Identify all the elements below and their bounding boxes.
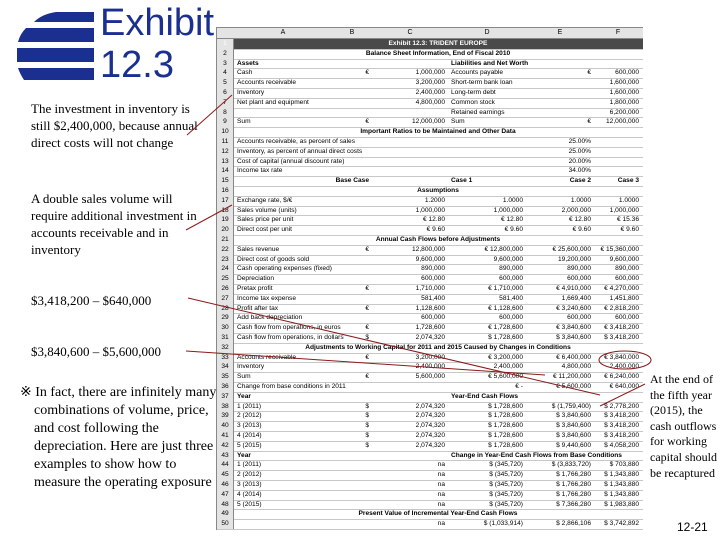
table-cell: Accounts payable: [451, 69, 504, 77]
table-cell: Direct cost of goods sold: [237, 255, 310, 263]
table-cell: € 6,400,000: [556, 353, 591, 361]
table-cell: Income tax expense: [237, 294, 297, 302]
table-cell: € 1,728,600: [488, 324, 523, 332]
table-cell: Sum: [237, 373, 251, 381]
table-cell: Year-End Cash Flows: [451, 392, 519, 400]
table-cell: 2,400,000: [415, 89, 445, 96]
table-cell: Cost of capital (annual discount rate): [237, 157, 345, 165]
table-cell: na: [437, 520, 445, 528]
table-cell: €: [587, 69, 591, 77]
table-cell: 1,000,000: [415, 206, 445, 214]
table-cell: 3 (2013): [237, 422, 262, 430]
table-cell: 1,600,000: [609, 89, 639, 96]
note-double-sales: A double sales volume will require additional investment in accounts receivable and in inventory: [31, 191, 197, 257]
table-cell: € 3,240,600: [556, 304, 591, 312]
table-cell: $ (1,759,400): [551, 402, 591, 410]
table-cell: 1.0000: [618, 196, 639, 204]
row-number: 26: [217, 284, 234, 294]
row-number: 45: [217, 470, 234, 480]
table-cell: Change in Year-End Cash Flows from Base Conditions: [451, 451, 622, 459]
table-cell: $ 3,840,600: [556, 432, 591, 439]
table-cell: € -: [515, 383, 523, 390]
table-cell: Adjustments to Working Capital for 2011 and 2015 Caused by Changes in Conditions: [305, 343, 571, 351]
table-cell: $ (345,720): [489, 461, 523, 469]
table-cell: $ (345,720): [489, 500, 523, 508]
row-number: 3: [217, 59, 234, 69]
table-cell: 9,600,000: [609, 255, 639, 263]
row-number: 50: [217, 519, 234, 529]
table-cell: na: [437, 481, 445, 488]
table-cell: 4 (2014): [237, 490, 262, 498]
table-cell: 12,800,000: [411, 245, 445, 253]
table-cell: 1 (2011): [237, 461, 262, 469]
table-cell: Cash operating expenses (fixed): [237, 265, 332, 273]
table-cell: $ 3,840,600: [556, 422, 591, 430]
column-header-b: B: [349, 29, 355, 36]
table-cell: €: [365, 69, 369, 77]
table-cell: 19,200,000: [557, 255, 591, 263]
table-cell: 2 (2012): [237, 471, 262, 479]
table-cell: € 3,418,200: [604, 324, 639, 332]
table-cell: € 3,840,600: [556, 324, 591, 332]
table-cell: 2 (2012): [237, 412, 262, 420]
table-cell: Annual Cash Flows before Adjustments: [375, 236, 501, 243]
blue-stripes-logo: [16, 4, 98, 90]
row-number: 40: [217, 421, 234, 431]
table-cell: Assets: [237, 59, 259, 67]
table-cell: $ 3,418,200: [604, 432, 639, 439]
table-cell: Sales revenue: [237, 245, 280, 253]
table-cell: $ 9,440,600: [556, 441, 591, 449]
table-cell: 3 (2013): [237, 481, 262, 488]
table-cell: $ 1,728,600: [488, 412, 523, 420]
table-cell: € 9.60: [572, 226, 591, 234]
table-cell: $ 3,742,892: [604, 520, 639, 528]
table-cell: 6,200,000: [609, 108, 639, 116]
table-cell: €: [365, 118, 369, 126]
table-cell: 1,710,000: [415, 285, 445, 292]
table-cell: 1,000,000: [609, 206, 639, 214]
spreadsheet: [216, 27, 643, 530]
row-number: 15: [217, 176, 234, 186]
table-cell: Cash: [237, 69, 253, 77]
table-cell: $ (345,720): [489, 490, 523, 498]
table-cell: Net plant and equipment: [237, 98, 309, 106]
table-cell: 1,000,000: [415, 69, 445, 77]
table-cell: 5,600,000: [415, 373, 445, 381]
row-number: 28: [217, 304, 234, 314]
table-cell: 2,074,320: [415, 422, 445, 430]
table-cell: € 9.60: [426, 226, 445, 234]
row-number: 35: [217, 372, 234, 382]
table-cell: 5 (2015): [237, 441, 262, 449]
row-number: 33: [217, 353, 234, 363]
row-number: 34: [217, 362, 234, 372]
table-cell: Present Value of Incremental Year-End Cash Flows: [358, 510, 518, 518]
table-cell: $ 1,728,600: [488, 432, 523, 439]
table-cell: $ 703,880: [609, 461, 639, 469]
table-cell: € 12.80: [569, 216, 591, 224]
table-cell: Exchange rate, $/€: [237, 196, 293, 204]
table-cell: 2,074,320: [415, 432, 445, 439]
title-line-2: 12.3: [100, 44, 174, 86]
table-cell: 1.2000: [424, 196, 445, 204]
table-cell: Year: [237, 392, 251, 400]
table-cell: € 15.36: [617, 216, 639, 224]
table-cell: Cash flow from operations, in dollars: [237, 334, 344, 341]
table-cell: $ 1,728,600: [488, 422, 523, 430]
row-number: 46: [217, 480, 234, 490]
table-cell: 2,400,000: [609, 363, 639, 371]
table-cell: 1,451,800: [609, 294, 639, 302]
table-cell: 4,800,000: [561, 363, 591, 371]
row-number: 36: [217, 382, 234, 392]
table-cell: $ 3,418,200: [604, 334, 639, 341]
table-cell: Cash flow from operations, in euros: [237, 324, 341, 332]
table-cell: Case 3: [617, 177, 639, 185]
table-cell: $ 1,343,880: [604, 481, 639, 488]
table-cell: € 11,200,000: [552, 373, 591, 381]
table-cell: 600,000: [421, 314, 445, 322]
table-cell: € 25,600,000: [552, 245, 591, 253]
table-cell: $: [365, 334, 369, 341]
table-cell: $ 2,778,200: [604, 402, 639, 410]
table-cell: $ 1,766,280: [556, 471, 591, 479]
table-cell: Retained earnings: [451, 108, 505, 116]
table-cell: Sum: [237, 118, 251, 126]
table-cell: $ 4,058,200: [604, 441, 639, 449]
table-cell: €: [365, 353, 369, 361]
table-cell: $ 1,343,880: [604, 490, 639, 498]
table-cell: 1,669,400: [561, 294, 591, 302]
table-cell: Inventory: [237, 89, 265, 96]
row-number: 8: [217, 108, 234, 118]
table-cell: 2,074,320: [415, 412, 445, 420]
table-cell: 890,000: [567, 265, 591, 273]
table-cell: $ 3,418,200: [604, 412, 639, 420]
row-number: 22: [217, 245, 234, 255]
table-cell: €: [365, 304, 369, 312]
table-cell: 12,000,000: [605, 118, 639, 126]
row-number: 6: [217, 88, 234, 98]
row-number: 31: [217, 333, 234, 343]
row-number: 23: [217, 255, 234, 265]
table-cell: Accounts receivable, as percent of sales: [237, 138, 356, 145]
table-cell: € 12.80: [501, 216, 523, 224]
column-header-c: C: [407, 29, 413, 36]
row-number: 7: [217, 98, 234, 108]
table-cell: € 4,910,000: [556, 285, 591, 292]
table-cell: $: [365, 412, 369, 420]
row-number: 21: [217, 235, 234, 245]
table-cell: $ 1,728,600: [488, 441, 523, 449]
column-header-row: [217, 28, 643, 39]
row-number: 37: [217, 392, 234, 402]
table-cell: $: [365, 432, 369, 439]
table-cell: Add back depreciation: [237, 314, 303, 322]
table-cell: 1,000,000: [493, 206, 523, 214]
table-cell: $ 1,728,600: [488, 334, 523, 341]
row-number: 16: [217, 186, 234, 196]
table-cell: € 1,128,600: [488, 304, 523, 312]
table-cell: Liabilities and Net Worth: [451, 59, 529, 67]
table-cell: $ 1,766,280: [556, 490, 591, 498]
row-number: 47: [217, 490, 234, 500]
table-cell: Change from base conditions in 2011: [237, 383, 346, 390]
row-number: 39: [217, 411, 234, 421]
table-cell: Sum: [451, 118, 465, 126]
table-cell: Common stock: [451, 98, 495, 106]
table-cell: Case 2: [569, 177, 591, 185]
row-number: 17: [217, 196, 234, 206]
table-cell: $: [365, 422, 369, 430]
row-number: 44: [217, 460, 234, 470]
table-cell: Direct cost per unit: [237, 226, 292, 234]
table-cell: Base Case: [335, 177, 369, 185]
row-number: 41: [217, 431, 234, 441]
table-cell: 25.00%: [568, 138, 591, 145]
table-cell: Long-term debt: [451, 89, 496, 96]
table-cell: 1 (2011): [237, 402, 262, 410]
table-cell: 600,000: [615, 314, 639, 322]
row-number: 38: [217, 402, 234, 412]
table-cell: $ 2,866,106: [556, 520, 591, 528]
table-cell: 581,400: [499, 294, 523, 302]
table-cell: 9,600,000: [415, 255, 445, 263]
table-cell: 600,000: [499, 275, 523, 283]
row-number: 12: [217, 147, 234, 157]
table-row: [217, 519, 643, 530]
table-cell: na: [437, 471, 445, 479]
table-cell: 34.00%: [568, 167, 591, 175]
table-cell: Case 1: [451, 177, 473, 185]
table-cell: 600,000: [421, 275, 445, 283]
table-cell: €: [365, 324, 369, 332]
row-number: 30: [217, 323, 234, 333]
table-cell: 600,000: [615, 275, 639, 283]
table-cell: $ 7,366,280: [556, 500, 591, 508]
column-header-a: A: [280, 29, 286, 36]
table-cell: Sales price per unit: [237, 216, 294, 224]
table-cell: $ (3,833,720): [551, 461, 591, 469]
table-cell: 20.00%: [568, 157, 591, 165]
table-cell: Assumptions: [417, 187, 459, 194]
row-number: 20: [217, 225, 234, 235]
table-cell: €: [587, 118, 591, 126]
table-cell: $ 3,418,200: [604, 422, 639, 430]
table-cell: 1,128,600: [415, 304, 445, 312]
table-cell: 600,000: [567, 314, 591, 322]
note-change-case3: $3,418,200 – $640,000: [31, 293, 152, 308]
table-cell: Accounts receivable: [237, 79, 297, 87]
table-cell: € 9.60: [504, 226, 523, 234]
row-number: 2: [217, 49, 234, 59]
table-cell: $ (1,033,914): [483, 520, 523, 528]
table-cell: 600,000: [615, 69, 639, 77]
table-cell: Profit after tax: [237, 304, 279, 312]
table-cell: 2,074,320: [415, 441, 445, 449]
row-number: 27: [217, 294, 234, 304]
table-cell: $: [365, 441, 369, 449]
row-number: 24: [217, 264, 234, 274]
page-number: 12-21: [677, 520, 708, 534]
table-cell: Balance Sheet Information, End of Fiscal 2010: [365, 49, 511, 57]
row-number: 18: [217, 206, 234, 216]
note-recapture: At the end of the fifth year (2015), the cash outflows for working capital should be recaptured: [650, 372, 717, 480]
table-cell: 2,400,000: [493, 363, 523, 371]
table-cell: 890,000: [499, 265, 523, 273]
table-cell: na: [437, 490, 445, 498]
row-number: 42: [217, 441, 234, 451]
column-header-e: E: [557, 29, 563, 36]
column-header-f: F: [615, 29, 621, 36]
table-cell: Year: [237, 451, 251, 459]
table-cell: 3,200,000: [415, 79, 445, 87]
table-cell: 4,800,000: [415, 98, 445, 106]
row-number: 19: [217, 215, 234, 225]
row-number: 48: [217, 500, 234, 510]
table-cell: 5 (2015): [237, 500, 262, 508]
table-cell: € 1,710,000: [488, 285, 523, 292]
table-cell: Exhibit 12.3: TRIDENT EUROPE: [388, 40, 488, 47]
table-cell: $ 1,728,600: [488, 402, 523, 410]
table-cell: na: [437, 500, 445, 508]
table-cell: 9,600,000: [493, 255, 523, 263]
table-cell: € 6,240,000: [604, 373, 639, 381]
note-combinations: ※ In fact, there are infinitely many combinations of volume, price, and cost following the depreciation. Here are just three examples to show how to measure the operating exposure: [20, 385, 217, 490]
table-cell: €: [365, 285, 369, 292]
table-cell: 3,200,000: [415, 353, 445, 361]
table-cell: Sales volume (units): [237, 206, 297, 214]
note-change-case2: $3,840,600 – $5,600,000: [31, 344, 161, 359]
table-cell: 2,000,000: [561, 206, 591, 214]
note-inventory: The investment in inventory is still $2,400,000, because annual direct costs will not change: [31, 101, 198, 150]
table-cell: € 4,270,000: [604, 285, 639, 292]
table-cell: € 5,600,000: [556, 383, 591, 390]
table-cell: € 2,818,200: [604, 304, 639, 312]
table-cell: 1.0000: [502, 196, 523, 204]
title-line-1: Exhibit: [100, 2, 215, 44]
table-cell: $ 3,840,600: [556, 412, 591, 420]
table-cell: 25.00%: [568, 147, 591, 155]
table-cell: na: [437, 461, 445, 469]
table-cell: 2,074,320: [415, 402, 445, 410]
table-cell: 600,000: [567, 275, 591, 283]
table-cell: 4 (2014): [237, 432, 262, 439]
table-cell: Inventory, as percent of annual direct costs: [237, 147, 363, 155]
row-number: 1: [217, 39, 234, 49]
row-number: 14: [217, 166, 234, 176]
table-cell: 890,000: [421, 265, 445, 273]
table-cell: 1,800,000: [609, 98, 639, 106]
table-cell: $: [365, 402, 369, 410]
table-cell: Important Ratios to be Maintained and Other Data: [360, 128, 516, 136]
table-cell: $ (345,720): [489, 471, 523, 479]
table-cell: 600,000: [499, 314, 523, 322]
row-number: 10: [217, 127, 234, 137]
row-number: 11: [217, 137, 234, 147]
table-cell: 2,074,320: [415, 334, 445, 341]
table-cell: €: [365, 245, 369, 253]
slide-title: [100, 2, 214, 86]
table-cell: 1,728,600: [415, 324, 445, 332]
table-cell: € 3,840,000: [604, 353, 639, 361]
table-cell: 581,400: [421, 294, 445, 302]
table-cell: € 12.80: [423, 216, 445, 224]
row-number: 4: [217, 68, 234, 78]
row-number: 25: [217, 274, 234, 284]
table-cell: €: [365, 373, 369, 381]
table-cell: € 5,600,000: [488, 373, 523, 381]
table-cell: Income tax rate: [237, 167, 283, 175]
table-cell: 2,400,000: [415, 363, 445, 371]
row-number: 5: [217, 78, 234, 88]
table-cell: Accounts receivable: [237, 353, 297, 361]
table-cell: $ 3,840,600: [556, 334, 591, 341]
table-cell: $ 1,983,880: [604, 500, 639, 508]
row-number: 29: [217, 313, 234, 323]
table-cell: $ 1,343,880: [604, 471, 639, 479]
table-cell: 12,000,000: [411, 118, 445, 126]
table-cell: € 3,200,000: [488, 353, 523, 361]
table-cell: € 9.60: [620, 226, 639, 234]
table-cell: $ 1,766,280: [556, 481, 591, 488]
table-cell: € 12,800,000: [484, 245, 523, 253]
row-number: 13: [217, 157, 234, 167]
table-cell: 1,600,000: [609, 79, 639, 87]
table-cell: Inventory: [237, 363, 265, 371]
table-cell: 890,000: [615, 265, 639, 273]
table-cell: € 15,360,000: [600, 245, 639, 253]
row-number: 32: [217, 343, 234, 353]
table-cell: $ (345,720): [489, 481, 523, 488]
table-cell: Short-term bank loan: [451, 79, 513, 87]
table-cell: 1.0000: [570, 196, 591, 204]
table-cell: Depreciation: [237, 275, 275, 283]
table-cell: € 640,000: [609, 383, 639, 390]
column-header-d: D: [484, 29, 490, 36]
row-number: 9: [217, 117, 234, 127]
row-number: 43: [217, 451, 234, 461]
row-number: 49: [217, 509, 234, 519]
table-cell: Pretax profit: [237, 285, 273, 292]
